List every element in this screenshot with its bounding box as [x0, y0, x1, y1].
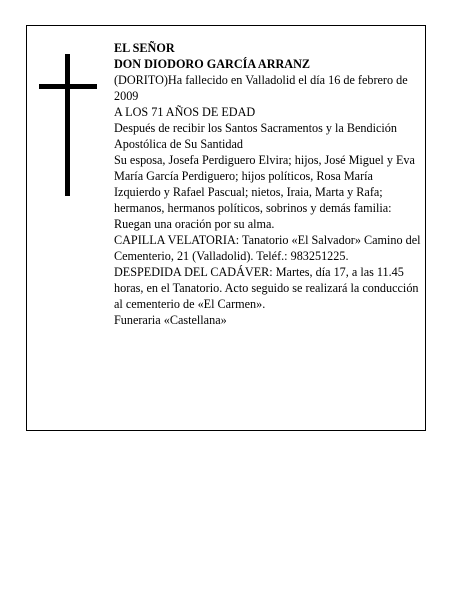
cross-vertical-bar — [65, 54, 70, 196]
family-list: Su esposa, Josefa Perdiguero Elvira; hijos, José Miguel y Eva María García Perdiguero; hijos políticos, Rosa María Izquierdo y Rafael Pascual; nietos, Iraia, Marta y Rafa; hermanos, hermanos políticos, sobrinos y demás familia: — [114, 153, 415, 215]
notice-title-line1: EL SEÑOR — [114, 41, 175, 55]
cross-icon — [39, 54, 99, 196]
farewell-info: DESPEDIDA DEL CADÁVER: Martes, día 17, a las 11.45 horas, en el Tanatorio. Acto seguido se realizará la conducción al cementerio de «El Carmen». — [114, 265, 419, 311]
deceased-name: DON DIODORO GARCÍA ARRANZ — [114, 57, 311, 71]
sacraments-line: Después de recibir los Santos Sacramentos y la Bendición Apostólica de Su Santidad — [114, 121, 397, 151]
cross-horizontal-bar — [39, 84, 97, 89]
obituary-text — [114, 40, 422, 328]
obituary-notice — [26, 25, 426, 431]
funeral-home: Funeraria «Castellana» — [114, 313, 227, 327]
age-line: A LOS 71 AÑOS DE EDAD — [114, 105, 256, 119]
chapel-info: CAPILLA VELATORIA: Tanatorio «El Salvador» Camino del Cementerio, 21 (Valladolid). Teléf.: 983251225. — [114, 233, 421, 263]
prayer-request: Ruegan una oración por su alma. — [114, 217, 275, 231]
death-announcement: (DORITO)Ha fallecido en Valladolid el día 16 de febrero de 2009 — [114, 73, 408, 103]
